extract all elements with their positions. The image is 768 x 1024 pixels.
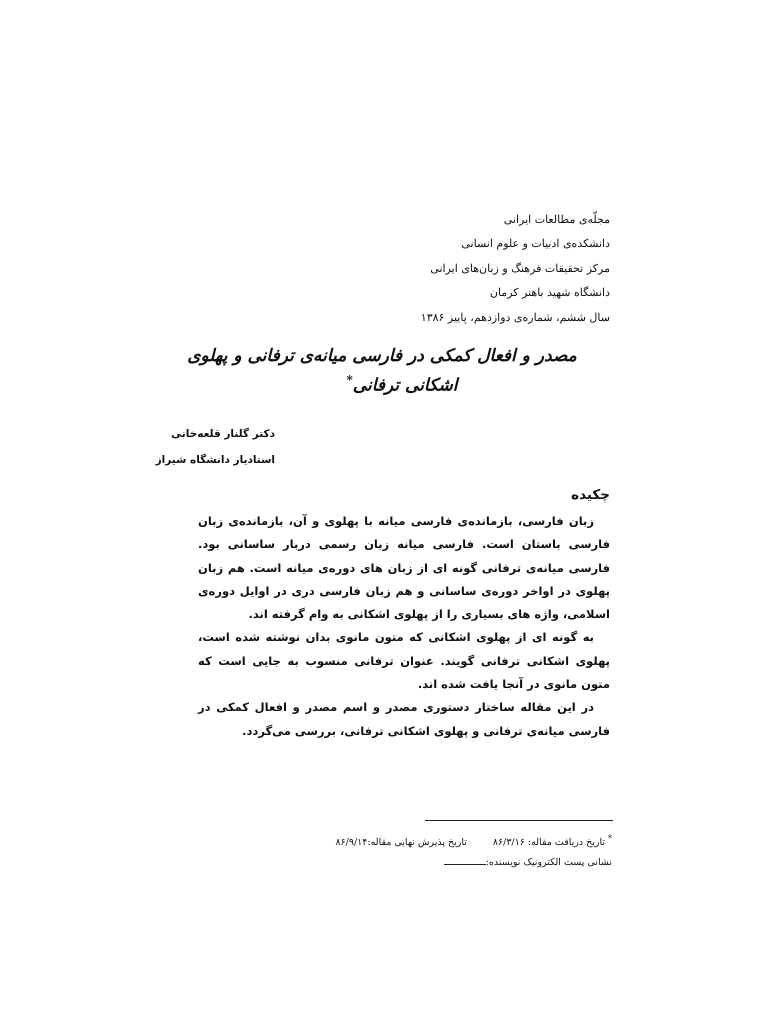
- title-line-2: [152, 368, 612, 398]
- footnote: [312, 829, 612, 873]
- abstract-body: [198, 510, 610, 743]
- journal-name: مجلّه‌ی مطالعات ایرانی: [503, 213, 610, 226]
- footnote-divider: [425, 820, 613, 821]
- journal-info: [310, 208, 610, 330]
- footnote-dates: [312, 829, 612, 853]
- title-line-1: مصدر و افعال کمکی در فارسی میانه‌ی ترفانی و پهلوی: [187, 346, 577, 366]
- title-footnote-marker: *: [346, 373, 353, 387]
- abstract-heading: چکیده: [571, 487, 610, 503]
- journal-issue: سال ششم، شماره‌ی دوازدهم، پاییز ۱۳۸۶: [420, 310, 610, 324]
- journal-center: مرکز تحقیقات فرهنگ و زبان‌های ایرانی: [430, 261, 610, 275]
- author-affiliation: استادیار دانشگاه شیراز: [155, 454, 275, 466]
- author-block: [75, 421, 275, 473]
- author-name: دکتر گلنار قلعه‌خانی: [171, 428, 275, 440]
- abstract-paragraph: در این مقاله ساختار دستوری مصدر و اسم مصدر و افعال کمکی در فارسی میانه‌ی ترفانی و پهلوی اشکانی ترفانی، بررسی می‌گردد.: [198, 700, 610, 738]
- email-label: نشانی پست الکترونیک نویسنده:: [485, 857, 612, 869]
- email-blank: [444, 856, 486, 865]
- journal-university: دانشگاه شهید باهنر کرمان: [489, 286, 610, 300]
- accepted-date: تاریخ پذیرش نهایی مقاله:۸۶/۹/۱۴: [335, 837, 467, 849]
- article-title: [152, 344, 612, 398]
- journal-faculty: دانشکده‌ی ادبیات و علوم انسانی: [461, 237, 610, 251]
- footnote-marker: *: [608, 834, 612, 843]
- received-date: تاریخ دریافت مقاله: ۸۶/۳/۱۶: [492, 837, 606, 849]
- title-line-2-text: اشکانی ترفانی: [352, 375, 458, 396]
- footnote-email: [312, 853, 612, 873]
- abstract-paragraph: به گونه ای از پهلوی اشکانی که متون مانوی بدان نوشته شده است، پهلوی اشکانی ترفانی گویند. عنوان ترفانی منسوب به جایی است که متون مانوی در آنجا یافت شده اند.: [198, 630, 610, 692]
- abstract-paragraph: زبان فارسی، بازمانده‌ی فارسی میانه با پهلوی و آن، بازمانده‌ی زبان فارسی باستان است. فارسی میانه زبان رسمی دربار ساسانی بود. فارسی میانه‌ی ترفانی گونه ای از زبان های دوره‌ی میانه است. هم زبان پهلوی در اواخر دوره‌ی ساسانی و هم زبان فارسی دری در اوایل دوره‌ی اسلامی، واژه های بسیاری را از پهلوی اشکانی به وام گرفته اند.: [198, 514, 610, 622]
